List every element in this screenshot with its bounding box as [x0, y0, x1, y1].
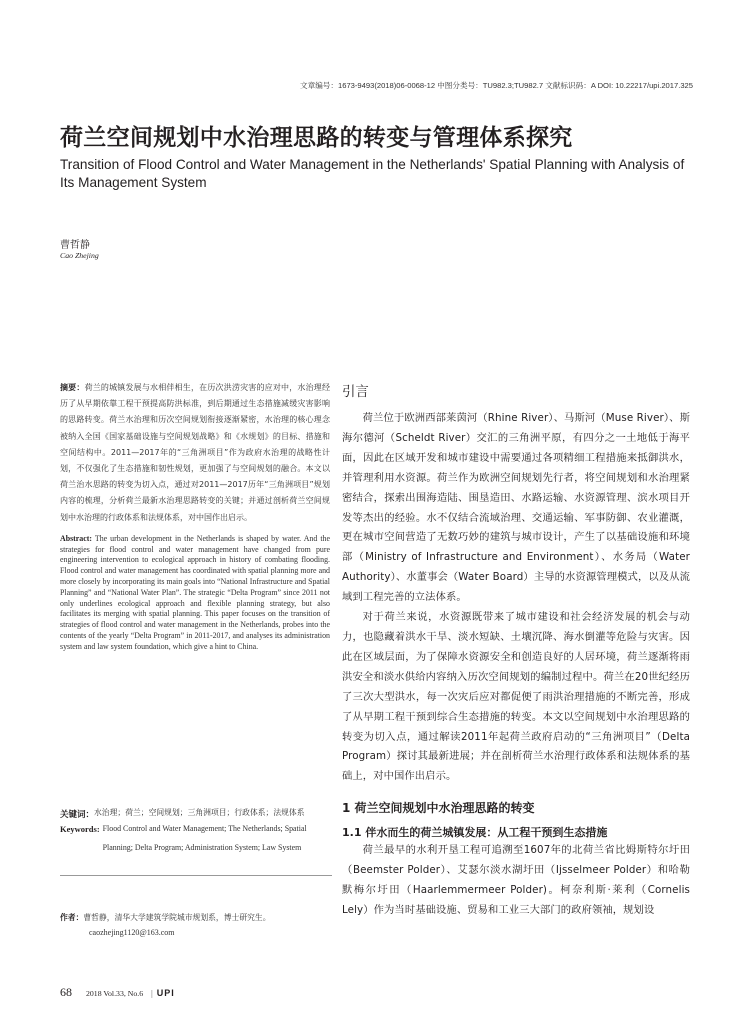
body-column — [342, 381, 690, 921]
intro-heading: 引言 — [342, 385, 369, 400]
keywords-label-chinese: 关键词： — [60, 810, 95, 820]
title-english: Transition of Flood Control and Water Management in the Netherlands' Spatial Planning with Analysis of Its Management System — [60, 157, 685, 190]
intro-paragraph-1: 荷兰位于欧洲西部莱茵河（Rhine River）、马斯河（Muse River）、斯海尔德河（Scheldt River）交汇的三角洲平原，有四分之一土地低于海平面，因此在区域开发和城市建设中需要通过各项精细工程措施来抵御洪水，并管理利用水资源。荷兰作为欧洲空间规划先行者，将空间规划和水治理紧密结合，探索出围海造陆、围垦造田、水路运输、水资源管理、滨水项目开发等杰出的经验。水不仅结合流域治理、交通运输、军事防御、农业灌溉，更在城市空间营造了无数巧妙的建筑与城市设计，产生了以基础设施和环境部（Ministry of Infrastructure and Environment）、水务局（Water Authority）、水董事会（Water Board）主导的水资源管理模式，以及从流域到工程完善的立法体系。 — [342, 412, 690, 604]
author-info-text: 曹哲静，清华大学建筑学院城市规划系，博士研究生。 — [83, 913, 271, 922]
intro-paragraph-2: 对于荷兰来说，水资源既带来了城市建设和社会经济发展的机会与动力，也隐藏着洪水干旱、淡水短缺、土壤沉降、海水倒灌等危险与灾害。因此在区域层面，为了保障水资源安全和创造良好的人居环境，荷兰逐渐将雨洪安全和淡水供给内容纳入历次空间规划的编制过程中。荷兰在20世纪经历了三次大型洪水，每一次灾后应对都促便了雨洪治理措施的不断完善，形成了从早期工程干预到综合生态措施的转变。本文以空间规划中水治理思路的转变为切入点，通过解读2011年起荷兰政府启动的“三角洲项目”（Delta Program）探讨其最新进展；并在剖析荷兰水治理行政体系和法规体系的基础上，对中国作出启示。 — [342, 611, 690, 783]
abstract-english — [60, 534, 330, 653]
keywords-label-english: Keywords: — [60, 824, 100, 834]
author-info-label: 作者： — [60, 913, 84, 922]
page-number: 68 — [60, 985, 72, 999]
abstract-text-english: The urban development in the Netherlands is shaped by water. And the strategies for flood control and water management have changed from pure engineering intervention to ecological approach in history of combating flooding. Flood control and water management has coordinated with spatial planning more and more closely by incorporating its main goals into “National Infrastructure and Spatial Planning” and “National Water Plan”. The strategic “Delta Program” since 2011 not only underlines ecological approach and flexible planning strategy, but also facilitates its merging with spatial planning. This paper focuses on the transition of strategies of flood control and water management in the Netherlands, probes into the contents of the yearly “Delta Program” in 2011-2017, and analyses its administration system and law system foundation, which give a hint to China. — [60, 533, 330, 651]
abstract-label-english: Abstract: — [60, 533, 92, 543]
article-meta-line: 文章编号：1673-9493(2018)06-0068-12 中图分类号：TU982.3;TU982.7 文献标识码：A DOI: 10.22217/upi.2017.325 — [300, 81, 693, 90]
abstract-chinese — [60, 380, 330, 526]
abstract-text-chinese: 荷兰的城镇发展与水相伴相生，在历次洪涝灾害的应对中，水治理经历了从早期依靠工程干预提高防洪标准，到后期通过生态措施减缓灾害影响的思路转变。荷兰水治理和历次空间规划衔接逐渐紧密，水治理的核心理念被纳入全国《国家基础设施与空间规划战略》和《水规划》的目标、措施和空间结构中。2011—2017年的“三角洲项目”作为政府水治理的战略性计划，不仅强化了生态措施和韧性规划，更加强了与空间规划的融合。本文以荷兰治水思路的转变为切入点，通过对2011—2017历年“三角洲项目”规划内容的梳理，分析荷兰最新水治理思路转变的关键；并通过剖析荷兰空间规划中水治理的行政体系和法规体系，对中国作出启示。 — [60, 383, 330, 522]
keywords-text-english: Flood Control and Water Management; The Netherlands; Spatial Planning; Delta Program; Administration System; Law System — [102, 824, 307, 852]
page-footer — [60, 985, 175, 1000]
author-name-english: Cao Zhejing — [60, 251, 99, 260]
keywords-english — [60, 824, 332, 857]
subsection-1-1-heading: 1.1 伴水而生的荷兰城镇发展：从工程干预到生态措施 — [342, 826, 608, 840]
section-1-heading: 1 荷兰空间规划中水治理思路的转变 — [342, 801, 535, 816]
divider-line — [60, 875, 332, 876]
keywords-text-chinese: 水治理；荷兰；空间规划；三角洲项目；行政体系；法规体系 — [94, 808, 305, 817]
journal-issue: 2018 Vol.33, No.6 — [86, 989, 144, 998]
subsection-1-1-paragraph: 荷兰最早的水利开垦工程可追溯至1607年的北荷兰省比姆斯特尔圩田（Beemster Polder）、艾瑟尔淡水湖圩田（Ijsselmeer Polder）和哈勒默梅尔圩田（Haarlemmermeer Polder)。柯奈利斯·莱利（Cornelis Lely）作为当时基础设施、贸易和工业三大部门的政府领袖，规划设 — [342, 844, 690, 916]
title-chinese: 荷兰空间规划中水治理思路的转变与管理体系探究 — [60, 125, 573, 151]
footer-separator: | — [151, 989, 153, 998]
author-info — [60, 910, 332, 940]
author-email: caozhejing1120@163.com — [89, 928, 175, 937]
author-info-line — [60, 910, 332, 925]
abstract-label-chinese: 摘要： — [60, 383, 85, 392]
author-name-chinese: 曹哲静 — [60, 240, 90, 251]
upi-logo: UPI — [156, 988, 175, 998]
keywords-block — [60, 808, 332, 857]
abstract-column — [60, 380, 330, 653]
